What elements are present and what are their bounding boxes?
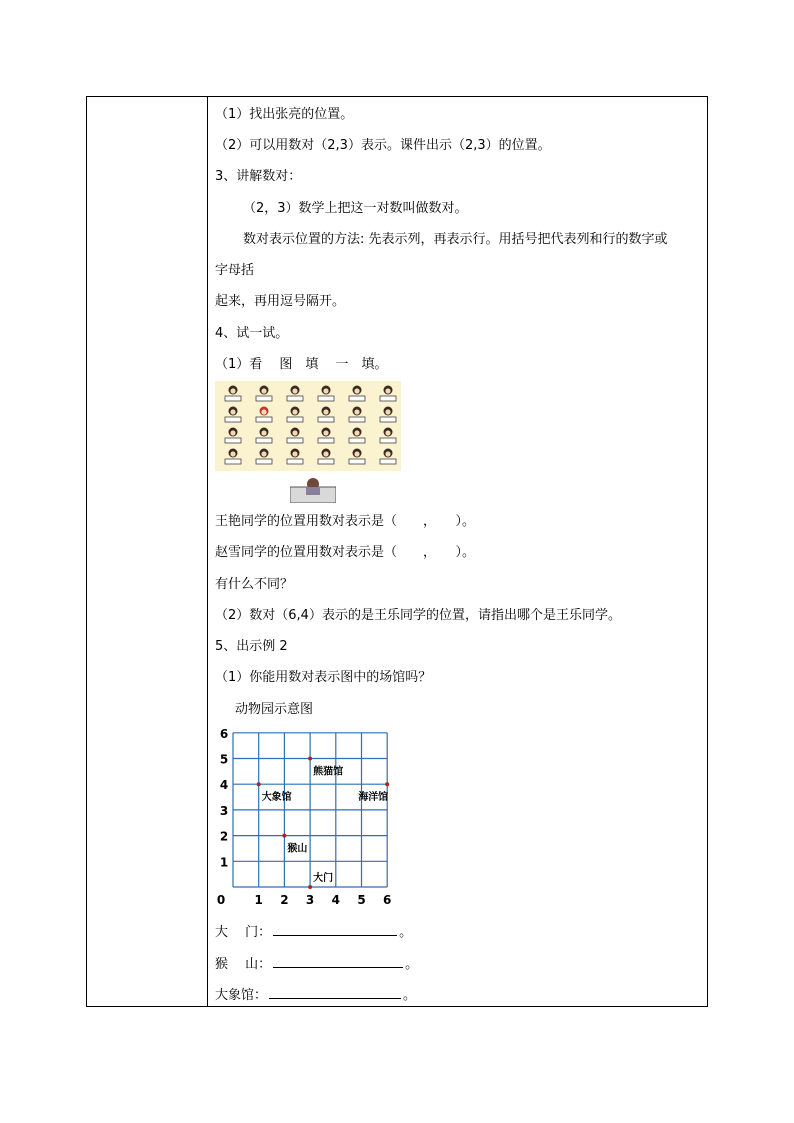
answer-elephant-blank[interactable] (269, 986, 401, 999)
y-tick-label: 3 (219, 803, 229, 818)
student-seat (380, 386, 396, 402)
answer-monkey-hill (215, 955, 418, 973)
answer-monkey-label: 猴 山： (215, 957, 272, 972)
x-tick-label: 6 (383, 893, 392, 907)
place-label: 猴山 (287, 843, 308, 855)
student-seat (318, 449, 334, 465)
student-seat (318, 407, 334, 423)
answer-monkey-blank[interactable] (273, 955, 403, 968)
student-seat (287, 407, 303, 423)
x-tick-label: 2 (280, 893, 289, 907)
student-seat (256, 428, 272, 444)
y-tick-label: 5 (219, 752, 229, 767)
student-seat (287, 428, 303, 444)
student-seat (349, 386, 365, 402)
student-seat (318, 386, 334, 402)
student-seat (349, 449, 365, 465)
step-find-zhangliang: （1）找出张亮的位置。 (215, 107, 354, 122)
y-tick-label: 2 (219, 829, 229, 844)
column-divider (207, 97, 208, 1006)
student-seat (380, 449, 396, 465)
answer-gate-label: 大 门： (215, 925, 272, 940)
student-seat (380, 428, 396, 444)
pair-definition: （2，3）数学上把这一对数叫做数对。 (243, 201, 468, 216)
x-tick-label: 1 (254, 893, 263, 907)
question-venues: （1）你能用数对表示图中的场馆吗？ (215, 670, 432, 685)
teacher-desk-icon (290, 477, 336, 503)
place-point (308, 757, 312, 761)
answer-elephant-hall (215, 986, 416, 1004)
look-and-fill: （1）看 图 填 一 填。 (215, 357, 388, 372)
student-seat (349, 428, 365, 444)
answer-gate-blank[interactable] (273, 923, 397, 936)
answer-gate-end: 。 (399, 925, 413, 940)
answer-elephant-end: 。 (403, 988, 417, 1003)
question-zhaoxue: 赵雪同学的位置用数对表示是（ ， ）。 (215, 545, 476, 560)
y-tick-label: 1 (219, 855, 229, 870)
lesson-table (86, 96, 708, 1007)
student-seat (225, 428, 241, 444)
students-grid (215, 381, 401, 471)
student-seat (287, 449, 303, 465)
x-tick-label: 4 (331, 893, 340, 907)
place-point (385, 782, 389, 786)
answer-monkey-end: 。 (405, 957, 419, 972)
question-difference: 有什么不同？ (215, 577, 294, 592)
place-label: 熊猫馆 (313, 766, 344, 778)
pair-method: 数对表示位置的方法: 先表示列，再表示行。用括号把代表列和行的数字或 (243, 232, 668, 247)
step-pair-2-3: （2）可以用数对（2,3）表示。课件出示（2,3）的位置。 (215, 138, 551, 153)
x-tick-label: 0 (216, 893, 226, 907)
place-point (308, 885, 312, 889)
zoo-map (215, 725, 405, 915)
zoo-map-title: 动物园示意图 (235, 702, 314, 717)
x-tick-label: 3 (305, 893, 315, 907)
student-seat (349, 407, 365, 423)
student-seat (256, 449, 272, 465)
student-seat (256, 407, 272, 423)
student-seat (225, 386, 241, 402)
place-label: 大象馆 (261, 792, 292, 804)
place-point (282, 834, 286, 838)
place-label: 大门 (313, 873, 334, 884)
place-point (257, 782, 261, 786)
y-tick-label: 6 (219, 726, 229, 741)
section-explain-pairs: 3、讲解数对： (215, 169, 302, 184)
student-seat (287, 386, 303, 402)
y-tick-label: 4 (219, 778, 229, 793)
answer-gate (215, 923, 412, 941)
student-seat (318, 428, 334, 444)
student-seat (256, 386, 272, 402)
student-seat (380, 407, 396, 423)
question-wangle: （2）数对（6,4）表示的是王乐同学的位置，请指出哪个是王乐同学。 (215, 608, 621, 623)
question-wangyan: 王艳同学的位置用数对表示是（ ， ）。 (215, 514, 476, 529)
student-seat (225, 449, 241, 465)
x-tick-label: 5 (357, 893, 366, 907)
classroom-seating-picture (215, 381, 401, 471)
pair-method-end: 起来，再用逗号隔开。 (215, 294, 346, 309)
section-try-it: 4、试一试。 (215, 326, 289, 341)
student-seat (225, 407, 241, 423)
answer-elephant-label: 大象馆： (215, 988, 268, 1003)
place-label: 海洋馆 (358, 792, 389, 804)
pair-method-continued: 字母括 (215, 263, 255, 278)
section-example-2: 5、出示例 2 (215, 639, 288, 654)
